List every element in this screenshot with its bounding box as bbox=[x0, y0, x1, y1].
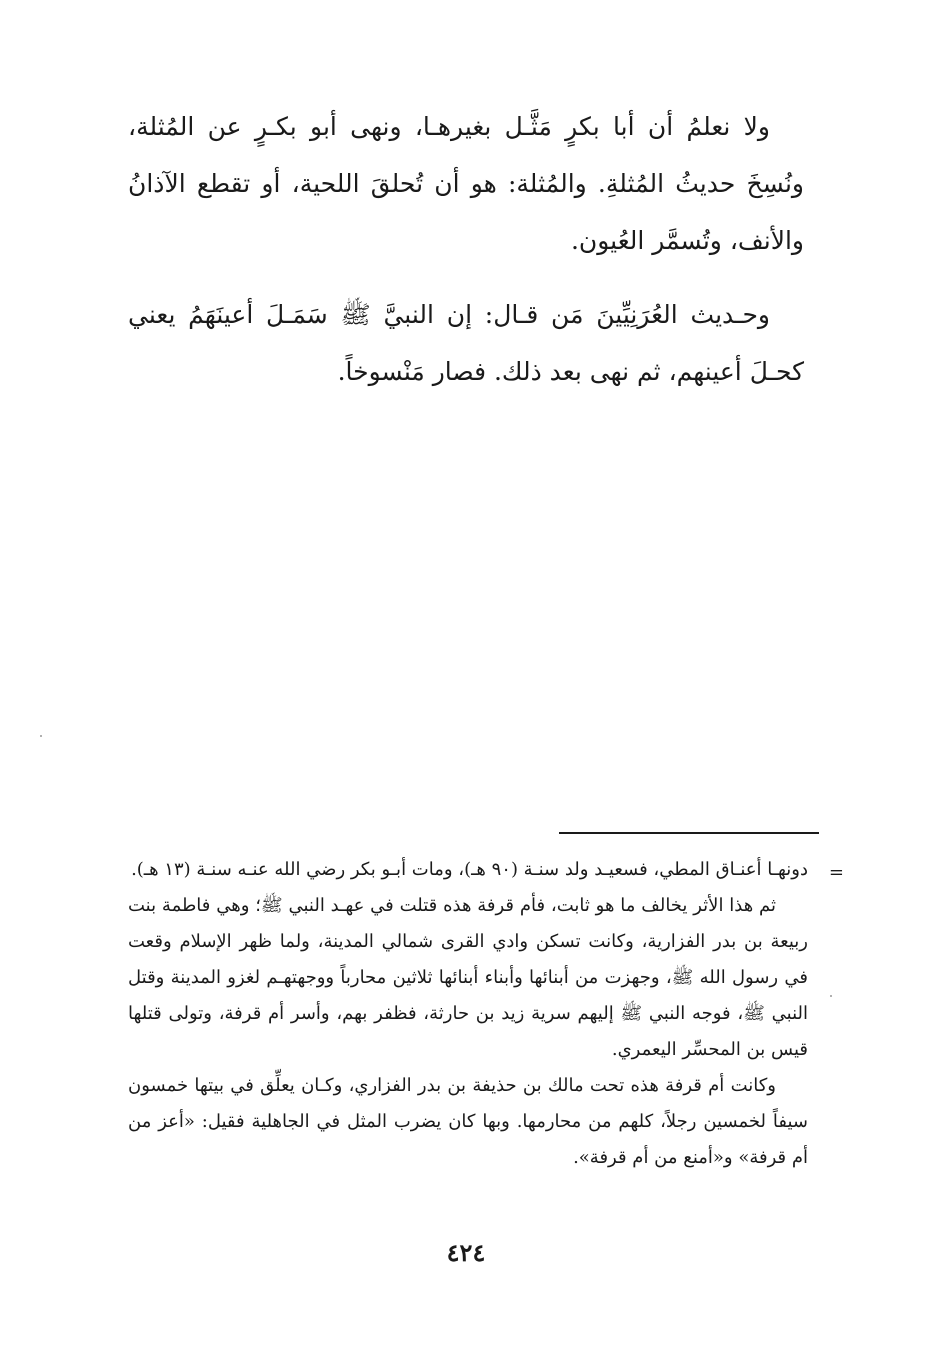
footnotes-section bbox=[128, 852, 808, 1176]
scan-speck bbox=[830, 995, 832, 997]
footnote-continuation-mark: = bbox=[828, 862, 844, 883]
footnote-separator bbox=[559, 832, 819, 834]
main-paragraph-1: ولا نعلمُ أن أبا بكرٍ مَثَّـل بغيرهـا، ونهى أبو بكـرٍ عن المُثلة، ونُسِخَ حديثُ المُثلةِ. والمُثلة: هو أن تُحلقَ اللحية، أو تقطع الآذانُ والأنف، وتُسمَّر العُيون. bbox=[128, 112, 804, 255]
scan-speck bbox=[40, 735, 42, 737]
footnote-paragraph-1: دونهـا أعنـاق المطي، فسعيـد ولد سنـة (٩٠ هـ)، ومات أبـو بكر رضي الله عنـه سنـة (١٣ هـ). bbox=[131, 859, 808, 880]
footnote-paragraph-2: ثم هذا الأثر يخالف ما هو ثابت، فأم قرفة هذه قتلت في عهـد النبي ﷺ؛ وهي فاطمة بنت ربيعة بن بدر الفزارية، وكانت تسكن وادي القرى شمالي المدينة، ولما ظهر الإسلام وقعت في رسول الله ﷺ، وجهزت من أبنائها وأبناء أبنائها ثلاثين محارباً ووجهتهـم لغزو المدينة وقتل النبي ﷺ، فوجه النبي ﷺ إليهم سرية زيد بن حارثة، فظفر بهم، وأسر أم قرفة، وتولى قتلها قيس بن المحسِّر اليعمري. bbox=[128, 895, 808, 1060]
main-text-body bbox=[128, 98, 804, 417]
page-number: ٤٢٤ bbox=[446, 1238, 486, 1267]
main-paragraph-2: وحـديث العُرَنِيِّينَ مَن قـال: إن النبيَّ ﷺ سَمَـلَ أعينَهَمُ يعني كحـلَ أعينهم، ثم نهى بعد ذلك. فصار مَنْسوخاً. bbox=[128, 300, 804, 386]
footnote-paragraph-3: وكانت أم قرفة هذه تحت مالك بن حذيفة بن بدر الفزاري، وكـان يعلِّق في بيتها خمسون سيفاً لخمسين رجلاً، كلهم من محارمها. وبها كان يضرب المثل في الجاهلية فقيل: «أعز من أم قرفة» و«أمنع من أم قرفة». bbox=[128, 1075, 808, 1168]
